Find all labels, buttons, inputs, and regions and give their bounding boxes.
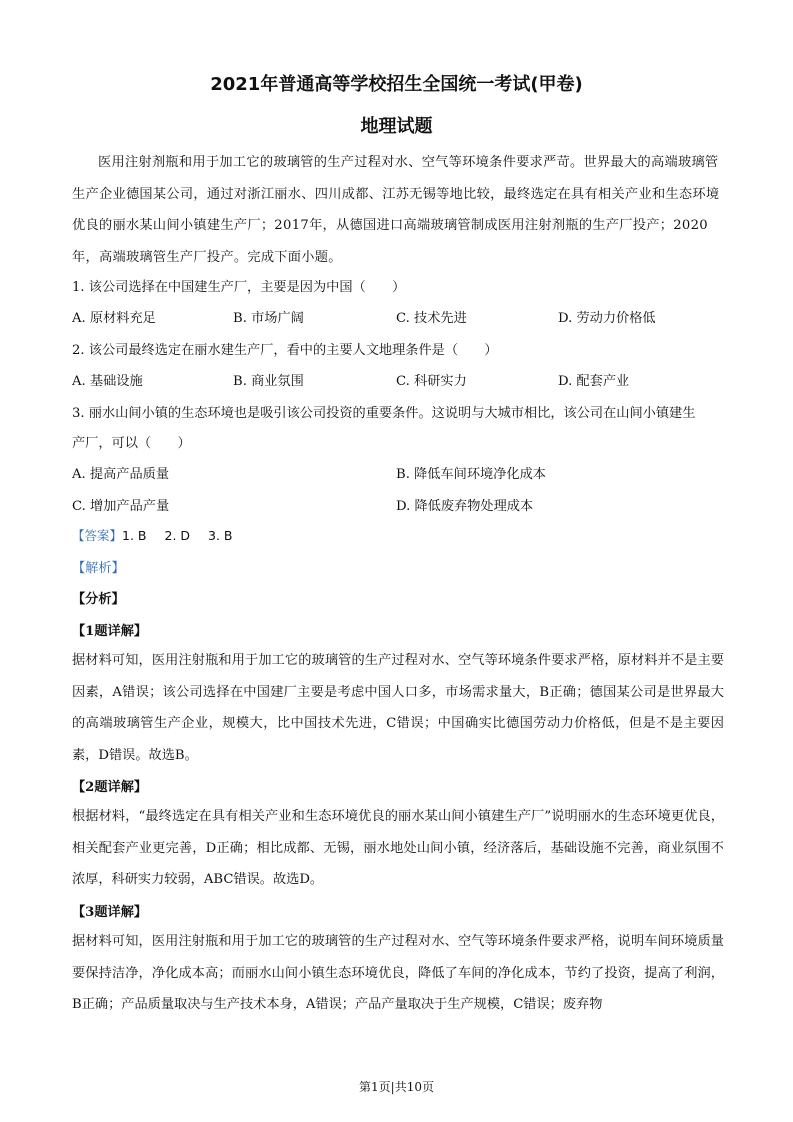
q1-option-a: A. 原材料充足 bbox=[72, 311, 156, 326]
q2-option-d: D. 配套产业 bbox=[558, 374, 630, 389]
subject-title: 地理试题 bbox=[360, 116, 433, 137]
detail-1-text: 据材料可知，医用注射瓶和用于加工它的玻璃管的生产过程对水、空气等环境条件要求严格，原材料并不是主要因素，A错误；该公司选择在中国建厂主要是考虑中国人口多，市场需求量大，B正确；德国某公司是世界最大的高端玻璃管生产企业，规模大，比中国技术先进，C错误；中国确实比德国劳动力价格低，但是不是主要因素，D错误。故选B。 bbox=[72, 653, 724, 763]
detail-3-label: 【3题详解】 bbox=[72, 905, 148, 920]
q3-option-c: C. 增加产品产量 bbox=[72, 499, 170, 514]
q1-option-c: C. 技术先进 bbox=[396, 311, 467, 326]
question-3-stem-line2: 产厂，可以（ ） bbox=[72, 436, 191, 451]
answer-line bbox=[72, 526, 251, 544]
intro-paragraph: 医用注射剂瓶和用于加工它的玻璃管的生产过程对水、空气等环境条件要求严苛。世界最大的高端玻璃管生产企业德国某公司，通过对浙江丽水、四川成都、江苏无锡等地比较，最终选定在具有相关产业和生态环境优良的丽水某山间小镇建生产厂；2017年，从德国进口高端玻璃管制成医用注射剂瓶的生产厂投产；2020年，高端玻璃管生产厂投产。完成下面小题。 bbox=[72, 155, 720, 265]
answer-2: 2. D bbox=[164, 528, 191, 543]
q3-option-d: D. 降低废弃物处理成本 bbox=[396, 499, 534, 514]
question-3-stem-line1: 3. 丽水山间小镇的生态环境也是吸引该公司投资的重要条件。这说明与大城市相比，该公司在山间小镇建生 bbox=[72, 406, 696, 421]
q3-option-b: B. 降低车间环境净化成本 bbox=[396, 467, 546, 482]
detail-2-label: 【2题详解】 bbox=[72, 780, 148, 795]
exam-title: 2021年普通高等学校招生全国统一考试(甲卷) bbox=[210, 74, 583, 95]
answer-1: 1. B bbox=[122, 528, 147, 543]
question-1-stem: 1. 该公司选择在中国建生产厂，主要是因为中国（ ） bbox=[72, 280, 406, 295]
q1-option-b: B. 市场广阔 bbox=[233, 311, 304, 326]
q2-option-a: A. 基础设施 bbox=[72, 374, 143, 389]
q3-option-a: A. 提高产品质量 bbox=[72, 467, 170, 482]
page-footer: 第1页|共10页 bbox=[359, 1080, 434, 1094]
q1-option-d: D. 劳动力价格低 bbox=[558, 311, 656, 326]
analysis-label: 【解析】 bbox=[72, 561, 125, 576]
question-2-stem: 2. 该公司最终选定在丽水建生产厂，看中的主要人文地理条件是（ ） bbox=[72, 343, 498, 358]
answer-label: 【答案】 bbox=[72, 528, 123, 543]
q2-option-c: C. 科研实力 bbox=[396, 374, 467, 389]
q2-option-b: B. 商业氛围 bbox=[233, 374, 304, 389]
detail-3-text: 据材料可知，医用注射瓶和用于加工它的玻璃管的生产过程对水、空气等环境条件要求严格，说明车间环境质量要保持洁净，净化成本高；而丽水山间小镇生态环境优良，降低了车间的净化成本，节约了投资，提高了利润，B正确；产品质量取决与生产技术本身，A错误；产品产量取决于生产规模，C错误；废弃物 bbox=[72, 934, 724, 1012]
fenxi-label: 【分析】 bbox=[72, 592, 125, 607]
detail-1-label: 【1题详解】 bbox=[72, 624, 148, 639]
answer-3: 3. B bbox=[208, 528, 233, 543]
detail-2-text: 根据材料，“最终选定在具有相关产业和生态环境优良的丽水某山间小镇建生产厂”说明丽水的生态环境更优良，相关配套产业更完善，D正确；相比成都、无锡，丽水地处山间小镇，经济落后，基础设施不完善，商业氛围不浓厚，科研实力较弱，ABC错误。故选D。 bbox=[72, 809, 724, 887]
